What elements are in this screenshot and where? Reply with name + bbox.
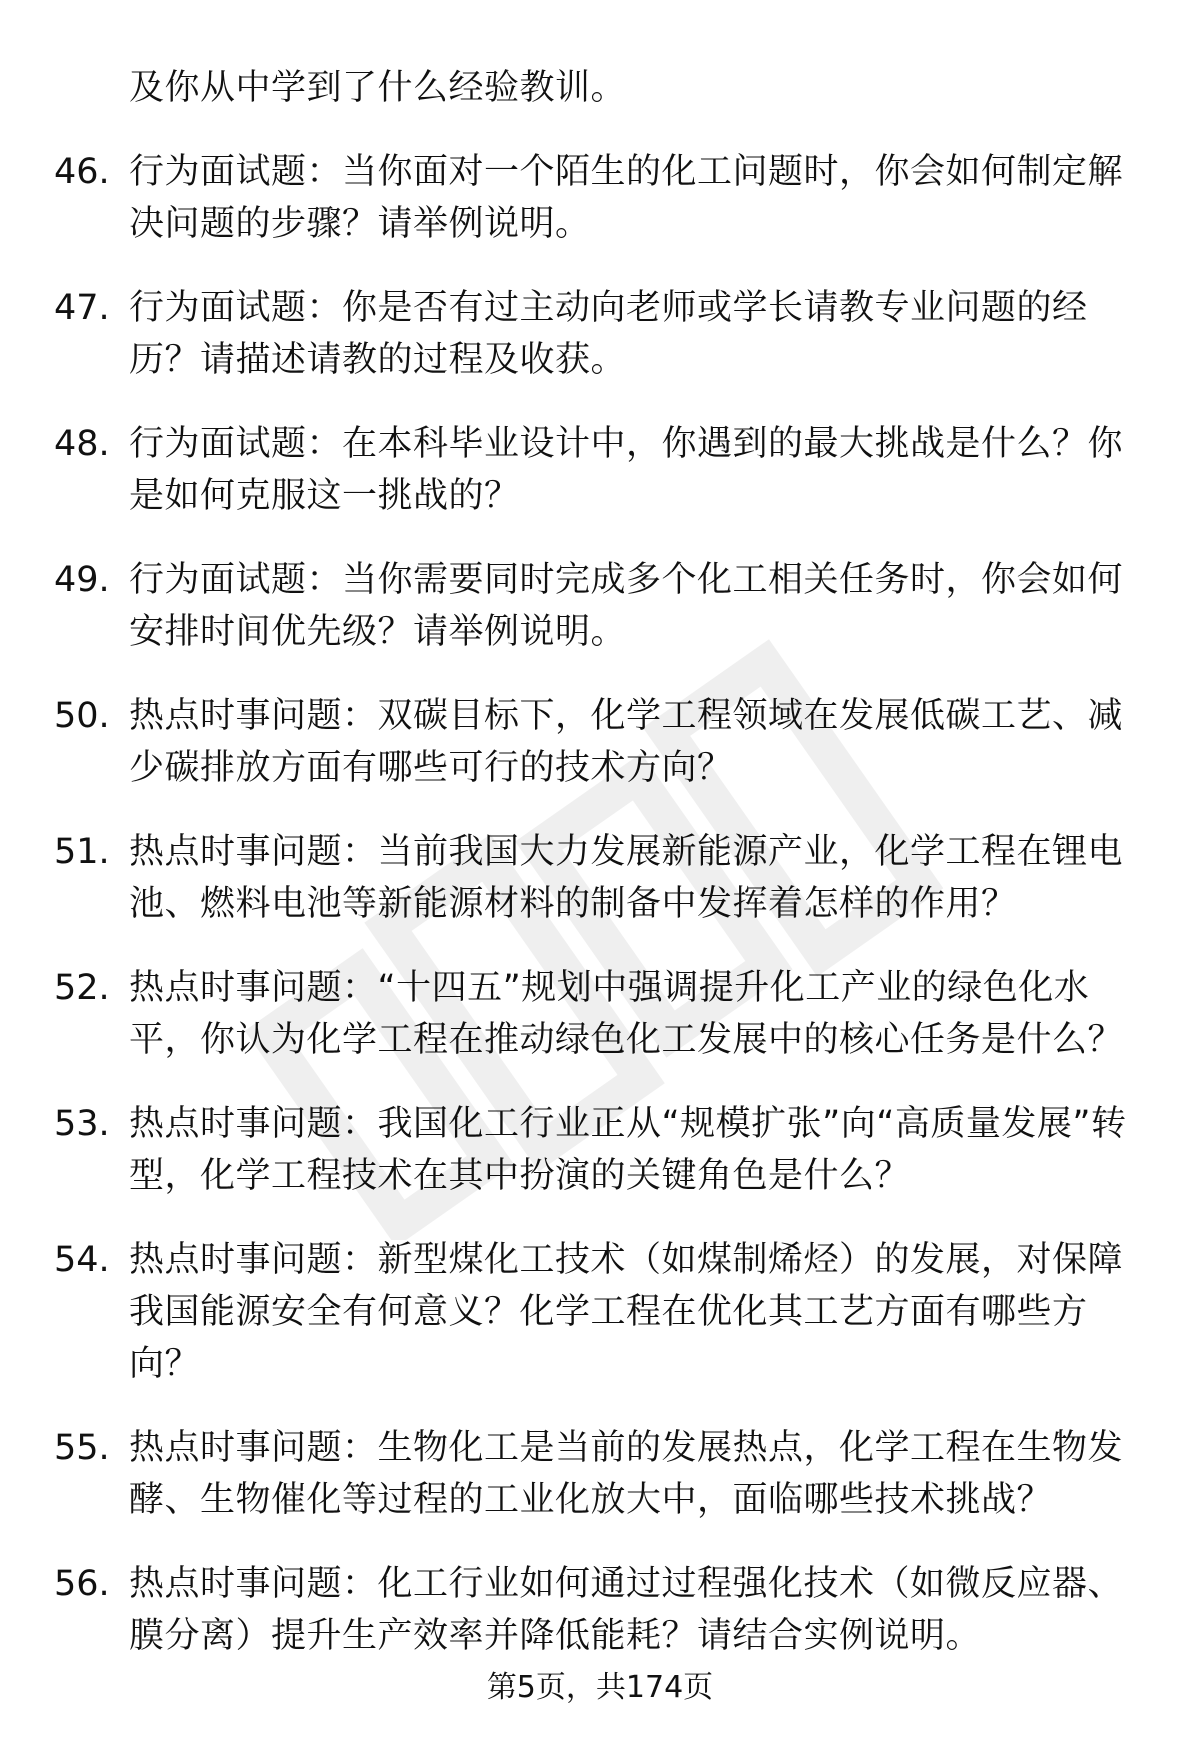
question-item — [54, 1422, 1140, 1526]
question-number: 55. — [54, 1428, 110, 1468]
question-item — [54, 1098, 1140, 1202]
question-number: 53. — [54, 1104, 110, 1144]
question-number: 47. — [54, 288, 110, 328]
question-text: 热点时事问题：化工行业如何通过过程强化技术（如微反应器、膜分离）提升生产效率并降低能耗？请结合实例说明。 — [129, 1564, 1124, 1656]
question-list — [54, 146, 1140, 1662]
question-text: 热点时事问题：新型煤化工技术（如煤制烯烃）的发展，对保障我国能源安全有何意义？化学工程在优化其工艺方面有哪些方向？ — [129, 1240, 1124, 1384]
question-text: 行为面试题：你是否有过主动向老师或学长请教专业问题的经历？请描述请教的过程及收获。 — [129, 288, 1088, 380]
page-number-label: 第5页，共174页 — [486, 1670, 714, 1705]
question-item — [54, 146, 1140, 250]
question-text: 行为面试题：在本科毕业设计中，你遇到的最大挑战是什么？你是如何克服这一挑战的？ — [129, 424, 1124, 516]
question-item — [54, 690, 1140, 794]
question-number: 50. — [54, 696, 110, 736]
question-number: 52. — [54, 968, 110, 1008]
question-number: 46. — [54, 152, 110, 192]
question-item — [54, 282, 1140, 386]
question-number: 54. — [54, 1240, 110, 1280]
continued-text: 及你从中学到了什么经验教训。 — [129, 68, 627, 108]
page-footer — [0, 1668, 1200, 1708]
question-number: 51. — [54, 832, 110, 872]
question-text: 热点时事问题：当前我国大力发展新能源产业，化学工程在锂电池、燃料电池等新能源材料的制备中发挥着怎样的作用？ — [129, 832, 1124, 924]
question-item — [54, 826, 1140, 930]
question-number: 56. — [54, 1564, 110, 1604]
question-number: 49. — [54, 560, 110, 600]
question-item — [54, 962, 1140, 1066]
question-item — [54, 554, 1140, 658]
question-text: 热点时事问题：“十四五”规划中强调提升化工产业的绿色化水平，你认为化学工程在推动绿色化工发展中的核心任务是什么？ — [129, 968, 1124, 1060]
question-item — [54, 1234, 1140, 1390]
question-text: 热点时事问题：双碳目标下，化学工程领域在发展低碳工艺、减少碳排放方面有哪些可行的技术方向？ — [129, 696, 1124, 788]
question-item — [54, 1558, 1140, 1662]
question-text: 热点时事问题：生物化工是当前的发展热点，化学工程在生物发酵、生物催化等过程的工业化放大中，面临哪些技术挑战？ — [129, 1428, 1124, 1520]
question-text: 行为面试题：当你需要同时完成多个化工相关任务时，你会如何安排时间优先级？请举例说明。 — [129, 560, 1124, 652]
question-text: 行为面试题：当你面对一个陌生的化工问题时，你会如何制定解决问题的步骤？请举例说明。 — [129, 152, 1124, 244]
question-number: 48. — [54, 424, 110, 464]
question-text: 热点时事问题：我国化工行业正从“规模扩张”向“高质量发展”转型，化学工程技术在其中扮演的关键角色是什么？ — [129, 1104, 1127, 1196]
question-item — [54, 418, 1140, 522]
